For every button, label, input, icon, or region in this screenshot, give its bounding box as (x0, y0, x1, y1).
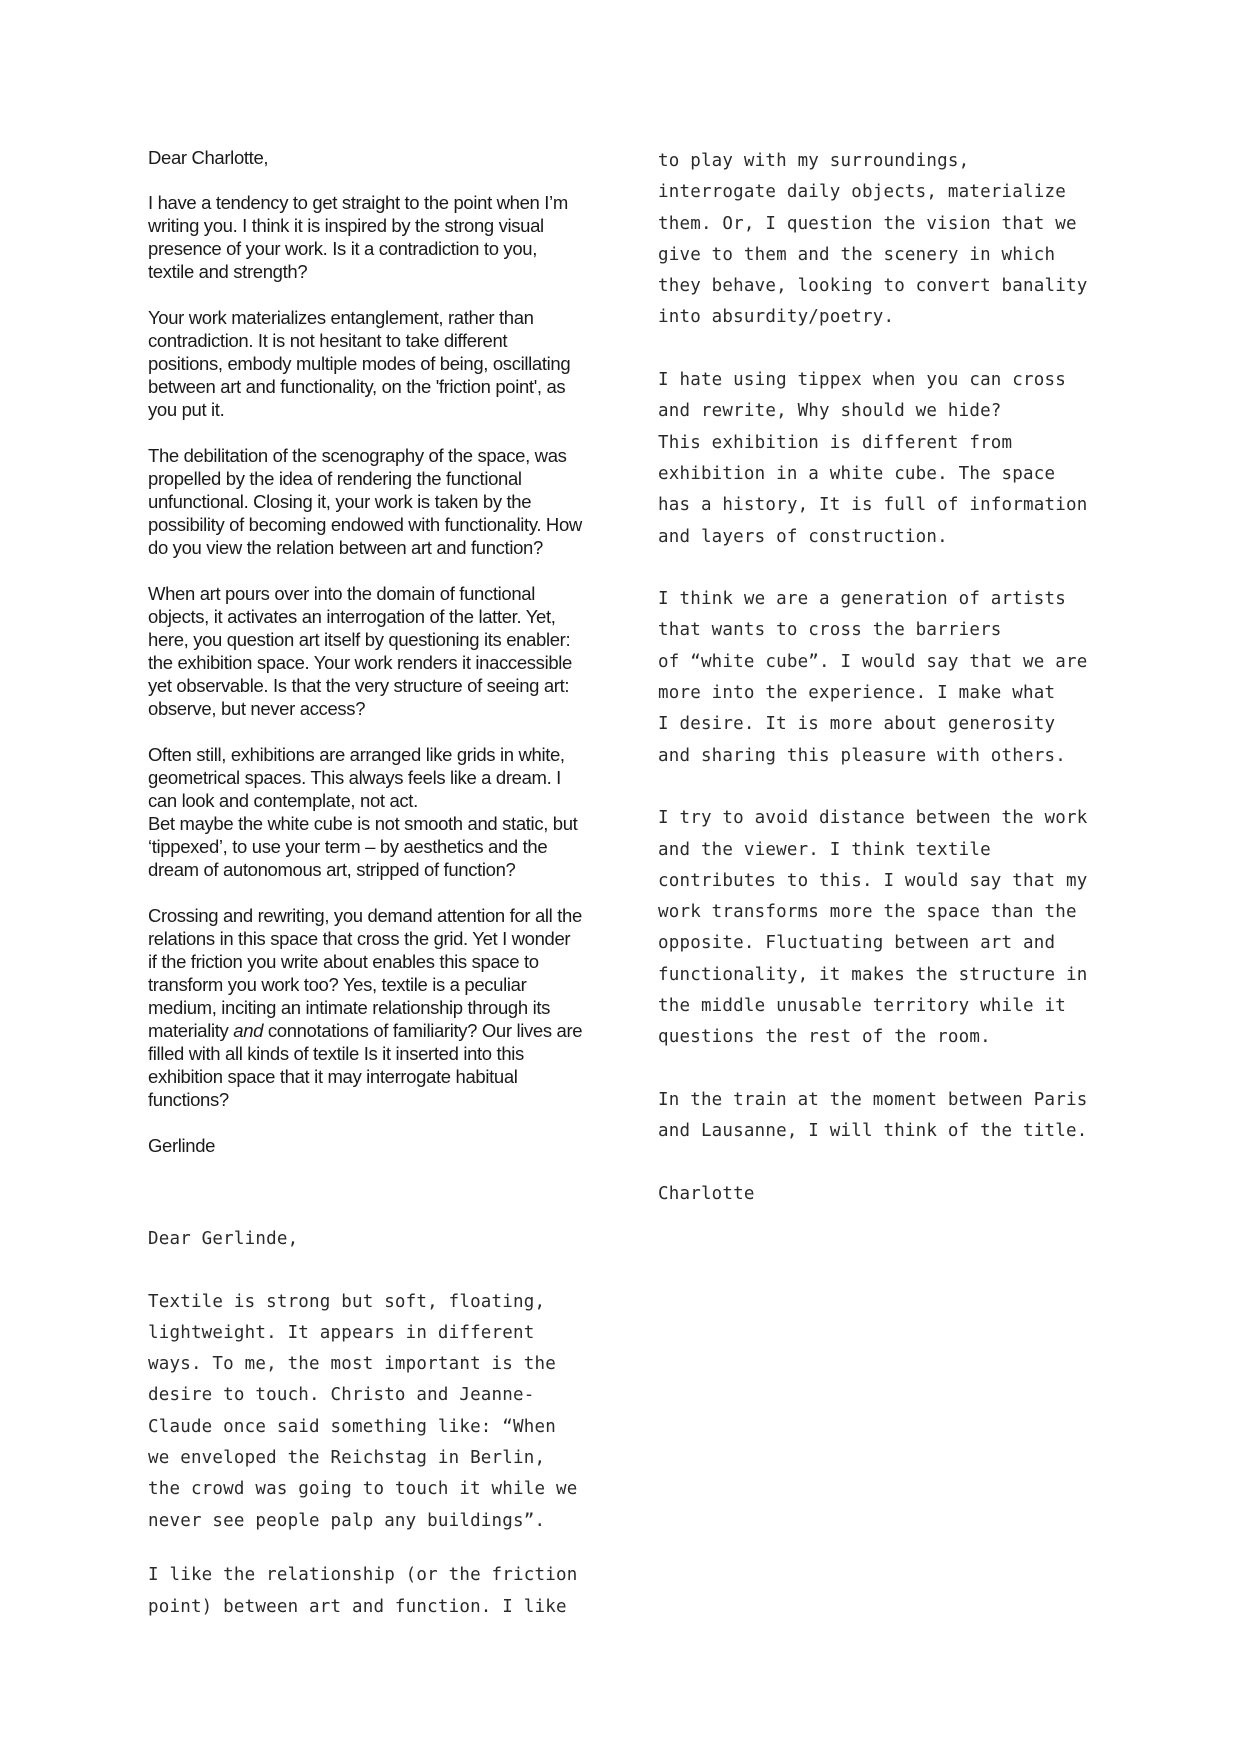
text-line: the exhibition space. Your work renders it inaccessible (148, 652, 572, 673)
signature-gerlinde: Gerlinde (148, 1135, 216, 1156)
text-line: presence of your work. Is it a contradiction to you, (148, 238, 537, 259)
text-line: opposite. Fluctuating between art and (658, 933, 1056, 954)
text-line (148, 1019, 598, 1042)
text-line: the middle unusable territory while it (658, 996, 1066, 1017)
right-column (658, 146, 1118, 1241)
paragraph (148, 306, 598, 421)
text-line: positions, embody multiple modes of being, oscillating (148, 353, 571, 374)
paragraph (148, 904, 598, 1111)
text-line: geometrical spaces. This always feels like a dream. I (148, 767, 561, 788)
text-line: functions? (148, 1089, 229, 1110)
paragraph (658, 584, 1118, 772)
text-line: them. Or, I question the vision that we (658, 213, 1077, 234)
text-line: I try to avoid distance between the work (658, 808, 1088, 829)
text-line: functionality, it makes the structure in (658, 964, 1088, 985)
paragraph (148, 191, 598, 283)
text-line: contradiction. It is not hesitant to take different (148, 330, 508, 351)
text-line: and Lausanne, I will think of the title. (658, 1121, 1088, 1142)
text-line: Crossing and rewriting, you demand attention for all the (148, 905, 582, 926)
text-line: relations in this space that cross the grid. Yet I wonder (148, 928, 571, 949)
text-line: objects, it activates an interrogation of the latter. Yet, (148, 606, 556, 627)
text-line: contributes to this. I would say that my (658, 870, 1088, 891)
text-line: and layers of construction. (658, 526, 948, 547)
text-line: I like the relationship (or the friction (148, 1565, 578, 1586)
greeting-charlotte: Dear Charlotte, (148, 147, 269, 168)
text-line: has a history, It is full of information (658, 495, 1088, 516)
text-line: the crowd was going to touch it while we (148, 1479, 578, 1500)
text-line: In the train at the moment between Paris (658, 1089, 1088, 1110)
paragraph (658, 365, 1118, 553)
text-line: exhibition space that it may interrogate habitual (148, 1066, 518, 1087)
text-line: of “white cube”. I would say that we are (658, 651, 1088, 672)
text-line: Bet maybe the white cube is not smooth and static, but (148, 813, 578, 834)
text-line: to play with my surroundings, (658, 151, 970, 171)
text-line: medium, inciting an intimate relationship through its (148, 997, 551, 1018)
text-line: I hate using tippex when you can cross (658, 370, 1066, 391)
text-line: filled with all kinds of textile Is it inserted into this (148, 1043, 524, 1064)
text-line: I desire. It is more about generosity (658, 714, 1056, 735)
paragraph (658, 146, 1118, 334)
greeting-gerlinde: Dear Gerlinde, (148, 1229, 299, 1249)
text-line: work transforms more the space than the (658, 902, 1077, 923)
text-line: transform you work too? Yes, textile is a peculiar (148, 974, 527, 995)
text-line: yet observable. Is that the very structure of seeing art: (148, 675, 570, 696)
text-line: if the friction you write about enables this space to (148, 951, 539, 972)
text-segment: materiality (148, 1020, 234, 1041)
text-line: we enveloped the Reichstag in Berlin, (148, 1448, 546, 1469)
text-line: writing you. I think it is inspired by the strong visual (148, 215, 544, 236)
text-line: dream of autonomous art, stripped of function? (148, 859, 516, 880)
text-line: point) between art and function. I like (148, 1596, 567, 1617)
text-line: propelled by the idea of rendering the functional (148, 468, 522, 489)
emphasis-text: and (233, 1020, 264, 1041)
text-line: give to them and the scenery in which (658, 244, 1056, 265)
text-line: ‘tippexed’, to use your term – by aesthetics and the (148, 836, 548, 857)
text-line: unfunctional. Closing it, your work is taken by the (148, 491, 532, 512)
text-line: questions the rest of the room. (658, 1027, 991, 1048)
paragraph (658, 1085, 1118, 1148)
letter-to-gerlinde-part1 (148, 1224, 598, 1623)
text-line: more into the experience. I make what (658, 683, 1056, 704)
text-line: textile and strength? (148, 261, 308, 282)
signature-charlotte: Charlotte (658, 1183, 755, 1204)
text-line: Claude once said something like: “When (148, 1416, 556, 1437)
text-line: When art pours over into the domain of functional (148, 583, 535, 604)
text-line: and the viewer. I think textile (658, 839, 991, 860)
paragraph (658, 803, 1118, 1053)
text-line: ways. To me, the most important is the (148, 1354, 556, 1375)
text-line: and rewrite, Why should we hide? (658, 401, 1002, 422)
text-line: I think we are a generation of artists (658, 589, 1066, 610)
text-line: interrogate daily objects, materialize (658, 182, 1066, 203)
text-line: This exhibition is different from (658, 432, 1013, 453)
paragraph (148, 1287, 598, 1537)
text-line: they behave, looking to convert banality (658, 276, 1088, 297)
letter-separator (148, 1180, 598, 1224)
text-line: Textile is strong but soft, floating, (148, 1291, 546, 1312)
text-line: lightweight. It appears in different (148, 1322, 535, 1343)
text-line: exhibition in a white cube. The space (658, 463, 1056, 484)
text-line: observe, but never access? (148, 698, 366, 719)
text-line: The debilitation of the scenography of the space, was (148, 445, 567, 466)
text-line: never see people palp any buildings”. (148, 1510, 546, 1531)
text-line: between art and functionality, on the 'friction point', as (148, 376, 566, 397)
text-line: I have a tendency to get straight to the point when I’m (148, 192, 568, 213)
text-line: possibility of becoming endowed with functionality. How (148, 514, 582, 535)
letter-to-charlotte (148, 146, 598, 1157)
left-column (148, 146, 598, 1654)
text-line: can look and contemplate, not act. (148, 790, 418, 811)
text-line: that wants to cross the barriers (658, 620, 1002, 641)
text-line: do you view the relation between art and function? (148, 537, 543, 558)
paragraph (148, 582, 598, 720)
text-line: Often still, exhibitions are arranged like grids in white, (148, 744, 565, 765)
paragraph (148, 1560, 598, 1623)
text-line: and sharing this pleasure with others. (658, 745, 1066, 766)
text-line: into absurdity/poetry. (658, 307, 895, 328)
paragraph (148, 444, 598, 559)
paragraph (148, 743, 598, 881)
text-segment: connotations of familiarity? Our lives are (263, 1020, 583, 1041)
text-line: Your work materializes entanglement, rather than (148, 307, 534, 328)
text-line: here, you question art itself by questioning its enabler: (148, 629, 571, 650)
text-line: you put it. (148, 399, 225, 420)
text-line: desire to touch. Christo and Jeanne- (148, 1385, 535, 1406)
